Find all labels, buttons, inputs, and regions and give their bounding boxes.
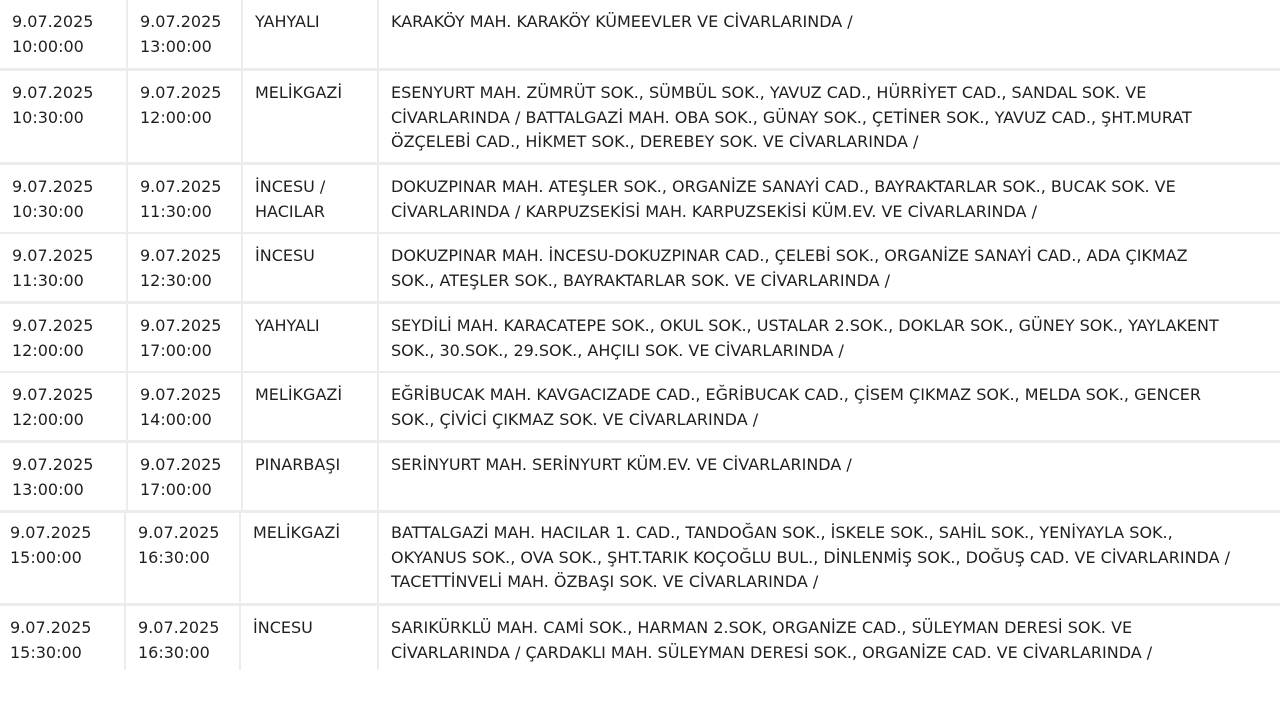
table-row [0, 373, 1280, 440]
district-name: MELİKGAZİ [255, 83, 343, 102]
district-name: HACILAR [255, 201, 325, 221]
end-time: 14:00:00 [140, 409, 212, 429]
end-time: 13:00:00 [140, 36, 212, 56]
end-time: 16:30:00 [138, 547, 210, 567]
district-name: İNCESU / [255, 177, 326, 196]
location-line: SOK., ATEŞLER SOK., BAYRAKTARLAR SOK. VE CİVARLARINDA / [391, 270, 891, 290]
location-line: DOKUZPINAR MAH. ATEŞLER SOK., ORGANİZE SANAYİ CAD., BAYRAKTARLAR SOK., BUCAK SOK. VE [391, 177, 1176, 196]
location-line: EĞRİBUCAK MAH. KAVGACIZADE CAD., EĞRİBUCAK CAD., ÇİSEM ÇIKMAZ SOK., MELDA SOK., GENCER [391, 385, 1201, 404]
start-datetime-cell [0, 0, 126, 68]
end-datetime-cell [126, 606, 239, 670]
location-cell [379, 373, 1280, 440]
start-date: 9.07.2025 [12, 316, 94, 335]
start-date: 9.07.2025 [12, 12, 94, 31]
end-date: 9.07.2025 [140, 316, 222, 335]
start-datetime-cell [0, 304, 126, 371]
start-time: 15:00:00 [10, 547, 82, 567]
location-cell [379, 71, 1280, 162]
location-cell [379, 0, 1280, 68]
end-datetime-cell [128, 0, 241, 68]
end-date: 9.07.2025 [140, 455, 222, 474]
location-line: KARAKÖY MAH. KARAKÖY KÜMEEVLER VE CİVARLARINDA / [391, 12, 853, 31]
end-datetime-cell [126, 513, 239, 603]
district-cell [243, 0, 377, 68]
end-date: 9.07.2025 [138, 523, 220, 542]
location-line: ESENYURT MAH. ZÜMRÜT SOK., SÜMBÜL SOK., YAVUZ CAD., HÜRRİYET CAD., SANDAL SOK. VE [391, 83, 1147, 102]
end-time: 12:30:00 [140, 270, 212, 290]
location-line: OKYANUS SOK., OVA SOK., ŞHT.TARIK KOÇOĞLU BUL., DİNLENMİŞ SOK., DOĞUŞ CAD. VE CİVARLARINDA / [391, 547, 1231, 567]
start-date: 9.07.2025 [12, 385, 94, 404]
start-datetime-cell [0, 443, 126, 510]
start-date: 9.07.2025 [12, 177, 94, 196]
location-cell [379, 234, 1280, 301]
start-datetime-cell [0, 165, 126, 232]
end-datetime-cell [128, 165, 241, 232]
location-cell [379, 606, 1280, 670]
end-datetime-cell [128, 443, 241, 510]
end-datetime-cell [128, 71, 241, 162]
end-datetime-cell [128, 304, 241, 371]
district-cell [243, 165, 377, 232]
district-cell [241, 606, 377, 670]
start-time: 10:00:00 [12, 36, 84, 56]
location-line: ÖZÇELEBİ CAD., HİKMET SOK., DEREBEY SOK. VE CİVARLARINDA / [391, 132, 919, 151]
page-bottom-margin [0, 670, 1280, 723]
location-cell [379, 443, 1280, 510]
location-line: SEYDİLİ MAH. KARACATEPE SOK., OKUL SOK., USTALAR 2.SOK., DOKLAR SOK., GÜNEY SOK., YAYLAKENT [391, 316, 1219, 335]
end-date: 9.07.2025 [140, 177, 222, 196]
start-time: 10:30:00 [12, 107, 84, 127]
end-time: 12:00:00 [140, 107, 212, 127]
start-date: 9.07.2025 [12, 455, 94, 474]
table-row [0, 165, 1280, 232]
start-datetime-cell [0, 71, 126, 162]
end-datetime-cell [128, 234, 241, 301]
district-cell [243, 443, 377, 510]
start-date: 9.07.2025 [12, 83, 94, 102]
end-time: 17:00:00 [140, 479, 212, 499]
location-line: SERİNYURT MAH. SERİNYURT KÜM.EV. VE CİVARLARINDA / [391, 455, 852, 474]
start-date: 9.07.2025 [10, 523, 92, 542]
end-time: 11:30:00 [140, 201, 212, 221]
start-time: 12:00:00 [12, 409, 84, 429]
start-time: 11:30:00 [12, 270, 84, 290]
table-row [0, 304, 1280, 371]
start-time: 12:00:00 [12, 340, 84, 360]
end-date: 9.07.2025 [138, 618, 220, 637]
district-cell [243, 304, 377, 371]
location-line: CİVARLARINDA / BATTALGAZİ MAH. OBA SOK., GÜNAY SOK., ÇETİNER SOK., YAVUZ CAD., ŞHT.MURAT [391, 107, 1192, 127]
end-time: 16:30:00 [138, 642, 210, 662]
district-cell [243, 71, 377, 162]
start-datetime-cell [0, 234, 126, 301]
location-cell [379, 165, 1280, 232]
end-datetime-cell [128, 373, 241, 440]
district-name: İNCESU [253, 618, 313, 637]
location-line: SOK., ÇİVİCİ ÇIKMAZ SOK. VE CİVARLARINDA / [391, 409, 759, 429]
start-time: 10:30:00 [12, 201, 84, 221]
district-name: İNCESU [255, 246, 315, 265]
table-row [0, 234, 1280, 301]
district-cell [241, 513, 377, 603]
location-line: BATTALGAZİ MAH. HACILAR 1. CAD., TANDOĞAN SOK., İSKELE SOK., SAHİL SOK., YENİYAYLA SOK., [391, 523, 1173, 542]
location-cell [379, 513, 1280, 603]
start-datetime-cell [0, 513, 124, 603]
location-line: SARIKÜRKLÜ MAH. CAMİ SOK., HARMAN 2.SOK, ORGANİZE CAD., SÜLEYMAN DERESİ SOK. VE [391, 618, 1133, 637]
location-cell [379, 304, 1280, 371]
table-row [0, 513, 1280, 603]
district-name: MELİKGAZİ [253, 523, 341, 542]
start-date: 9.07.2025 [12, 246, 94, 265]
district-name: PINARBAŞI [255, 455, 341, 474]
end-date: 9.07.2025 [140, 385, 222, 404]
table-row [0, 71, 1280, 162]
end-date: 9.07.2025 [140, 12, 222, 31]
end-time: 17:00:00 [140, 340, 212, 360]
location-line: TACETTİNVELİ MAH. ÖZBAŞI SOK. VE CİVARLARINDA / [391, 572, 819, 591]
location-line: DOKUZPINAR MAH. İNCESU-DOKUZPINAR CAD., ÇELEBİ SOK., ORGANİZE SANAYİ CAD., ADA ÇIKMAZ [391, 246, 1188, 265]
district-name: YAHYALI [255, 12, 320, 31]
location-line: CİVARLARINDA / ÇARDAKLI MAH. SÜLEYMAN DERESİ SOK., ORGANİZE CAD. VE CİVARLARINDA / [391, 642, 1153, 662]
table-row [0, 606, 1280, 670]
start-datetime-cell [0, 373, 126, 440]
district-cell [243, 234, 377, 301]
district-name: YAHYALI [255, 316, 320, 335]
location-line: SOK., 30.SOK., 29.SOK., AHÇILI SOK. VE CİVARLARINDA / [391, 340, 844, 360]
location-line: CİVARLARINDA / KARPUZSEKİSİ MAH. KARPUZSEKİSİ KÜM.EV. VE CİVARLARINDA / [391, 201, 1037, 221]
start-time: 13:00:00 [12, 479, 84, 499]
start-time: 15:30:00 [10, 642, 82, 662]
district-cell [243, 373, 377, 440]
end-date: 9.07.2025 [140, 83, 222, 102]
table-row [0, 0, 1280, 68]
table-row [0, 443, 1280, 510]
district-name: MELİKGAZİ [255, 385, 343, 404]
start-date: 9.07.2025 [10, 618, 92, 637]
end-date: 9.07.2025 [140, 246, 222, 265]
start-datetime-cell [0, 606, 124, 670]
